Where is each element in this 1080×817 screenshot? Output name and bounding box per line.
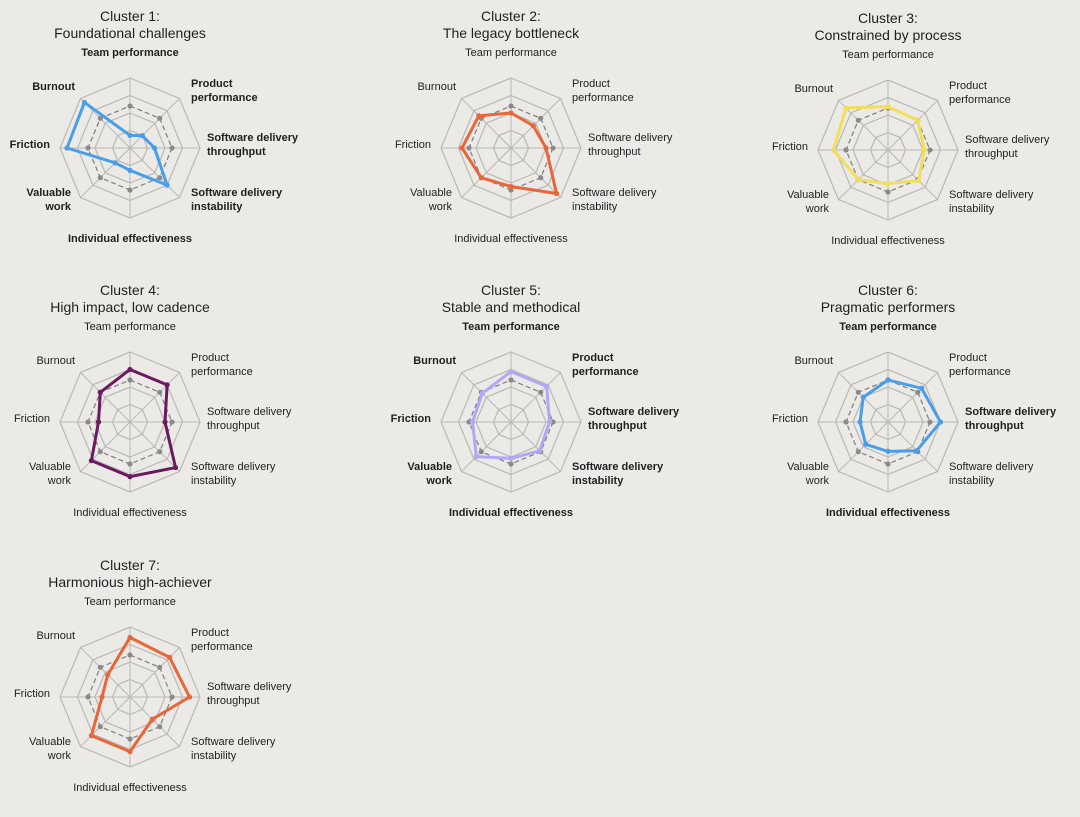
axis-label-friction: [772, 413, 808, 425]
chart-title-line-2: Stable and methodical: [441, 299, 581, 315]
cluster-point-friction: [99, 694, 104, 699]
reference-point-individual-effectiveness: [885, 189, 890, 194]
reference-point-burnout: [856, 118, 861, 123]
axis-label-line: Product: [191, 352, 229, 364]
axis-label-team-performance: [84, 596, 176, 608]
reference-point-software-delivery-throughput: [169, 145, 174, 150]
chart-title-line-2: Pragmatic performers: [820, 299, 956, 315]
axis-label-team-performance: [84, 321, 176, 333]
cluster-point-product-performance: [165, 382, 170, 387]
axis-label-line: Software delivery: [191, 736, 276, 748]
axis-label-line: Software delivery: [572, 461, 664, 473]
axis-label-individual-effectiveness: [73, 782, 187, 794]
axis-label-team-performance: [81, 47, 179, 59]
axis-label-product-performance: [572, 352, 639, 378]
axis-label-burnout: [36, 630, 75, 642]
radar-svg: [758, 282, 1058, 542]
axis-label-line: Software delivery: [588, 132, 673, 144]
axis-label-line: Friction: [771, 141, 808, 153]
axis-label-product-performance: [949, 80, 1011, 106]
axis-label-line: Product: [949, 352, 987, 364]
reference-point-valuable-work: [98, 449, 103, 454]
axis-label-line: Software delivery: [191, 461, 276, 473]
axis-label-product-performance: [191, 627, 253, 653]
cluster-point-individual-effectiveness: [508, 456, 513, 461]
cluster-point-individual-effectiveness: [885, 449, 890, 454]
cluster-point-software-delivery-throughput: [543, 145, 548, 150]
reference-point-product-performance: [538, 390, 543, 395]
axis-label-line: throughput: [588, 420, 647, 432]
cluster-point-individual-effectiveness: [127, 474, 132, 479]
radar-svg: [381, 282, 681, 542]
axis-label-line: performance: [191, 641, 253, 653]
axis-label-line: Valuable: [787, 189, 829, 201]
reference-point-product-performance: [915, 390, 920, 395]
axis-label-line: Individual effectiveness: [448, 507, 574, 519]
radar-chart-cluster-1: [0, 8, 300, 268]
cluster-point-friction: [470, 419, 475, 424]
chart-title-line-1: Cluster 3:: [858, 10, 918, 26]
axis-label-software-delivery-throughput: [207, 132, 299, 158]
axis-label-line: Individual effectiveness: [825, 507, 951, 519]
cluster-series-line: [860, 380, 941, 451]
axis-label-line: Individual effectiveness: [73, 507, 187, 519]
axis-label-friction: [10, 139, 51, 151]
reference-point-product-performance: [538, 116, 543, 121]
cluster-point-software-delivery-throughput: [922, 147, 927, 152]
axis-label-line: instability: [949, 203, 995, 215]
cluster-point-software-delivery-instability: [150, 717, 155, 722]
reference-point-product-performance: [157, 665, 162, 670]
axis-label-line: Team performance: [462, 321, 560, 333]
axis-label-line: Software delivery: [191, 187, 283, 199]
axis-label-line: Software delivery: [207, 681, 292, 693]
cluster-point-burnout: [105, 672, 110, 677]
axis-label-line: Burnout: [794, 355, 833, 367]
radar-svg: [0, 557, 300, 817]
axis-label-line: Burnout: [413, 355, 456, 367]
cluster-point-burnout: [843, 105, 848, 110]
axis-label-line: instability: [191, 201, 243, 213]
reference-point-friction: [85, 145, 90, 150]
axis-label-software-delivery-throughput: [207, 681, 292, 707]
axis-label-line: Software delivery: [207, 132, 299, 144]
reference-point-team-performance: [127, 652, 132, 657]
radar-svg: [381, 8, 681, 268]
cluster-point-team-performance: [127, 635, 132, 640]
axis-label-software-delivery-throughput: [965, 134, 1050, 160]
axis-label-line: instability: [191, 475, 237, 487]
axis-label-individual-effectiveness: [68, 233, 192, 245]
cluster-point-friction: [459, 145, 464, 150]
axis-label-line: throughput: [965, 420, 1024, 432]
chart-title-line-1: Cluster 4:: [100, 282, 160, 298]
axis-label-software-delivery-instability: [191, 736, 276, 762]
cluster-point-burnout: [82, 100, 87, 105]
axis-label-valuable-work: [29, 736, 71, 762]
axis-label-line: Software delivery: [965, 134, 1050, 146]
axis-label-line: instability: [572, 475, 624, 487]
axis-label-line: Product: [949, 80, 987, 92]
axis-label-software-delivery-instability: [572, 187, 657, 213]
axis-label-valuable-work: [407, 461, 453, 487]
axis-label-line: Friction: [13, 688, 50, 700]
cluster-point-individual-effectiveness: [508, 184, 513, 189]
cluster-point-product-performance: [140, 133, 145, 138]
cluster-point-product-performance: [919, 386, 924, 391]
cluster-point-software-delivery-throughput: [547, 419, 552, 424]
reference-point-team-performance: [508, 377, 513, 382]
axis-label-line: performance: [949, 366, 1011, 378]
axis-label-line: Friction: [394, 139, 431, 151]
axis-label-product-performance: [949, 352, 1011, 378]
reference-point-valuable-work: [479, 449, 484, 454]
axis-label-valuable-work: [787, 461, 829, 487]
chart-title-line-2: High impact, low cadence: [50, 299, 210, 315]
reference-point-software-delivery-throughput: [550, 145, 555, 150]
axis-label-software-delivery-instability: [572, 461, 664, 487]
axis-label-line: throughput: [207, 420, 260, 432]
axis-label-team-performance: [839, 321, 937, 333]
axis-label-line: Individual effectiveness: [831, 235, 945, 247]
radar-chart-cluster-3: [758, 10, 1058, 270]
cluster-point-valuable-work: [89, 458, 94, 463]
axis-label-burnout: [32, 81, 75, 93]
axis-label-line: Individual effectiveness: [454, 233, 568, 245]
axis-label-line: performance: [572, 366, 639, 378]
cluster-point-software-delivery-instability: [173, 465, 178, 470]
axis-label-line: Product: [572, 78, 610, 90]
axis-label-line: Valuable: [787, 461, 829, 473]
axis-label-line: Burnout: [32, 81, 75, 93]
axis-label-valuable-work: [787, 189, 829, 215]
reference-point-software-delivery-throughput: [927, 419, 932, 424]
axis-label-team-performance: [842, 49, 934, 61]
reference-point-valuable-work: [98, 175, 103, 180]
reference-point-product-performance: [157, 116, 162, 121]
cluster-point-valuable-work: [863, 442, 868, 447]
axis-label-line: Burnout: [417, 81, 456, 93]
axis-label-software-delivery-instability: [191, 461, 276, 487]
reference-point-individual-effectiveness: [885, 461, 890, 466]
reference-point-burnout: [856, 390, 861, 395]
axis-label-line: work: [805, 203, 829, 215]
chart-title-line-1: Cluster 5:: [481, 282, 541, 298]
chart-title-line-1: Cluster 2:: [481, 8, 541, 24]
cluster-point-software-delivery-instability: [537, 448, 542, 453]
axis-label-line: Friction: [771, 413, 808, 425]
cluster-point-individual-effectiveness: [127, 168, 132, 173]
axis-label-line: instability: [949, 475, 995, 487]
chart-title-line-1: Cluster 7:: [100, 557, 160, 573]
reference-point-software-delivery-throughput: [169, 694, 174, 699]
axis-label-line: throughput: [588, 146, 641, 158]
radar-svg: [0, 8, 300, 268]
axis-label-line: Valuable: [407, 461, 452, 473]
axis-label-individual-effectiveness: [831, 235, 945, 247]
cluster-point-individual-effectiveness: [127, 749, 132, 754]
axis-label-line: Valuable: [29, 736, 71, 748]
reference-point-individual-effectiveness: [127, 461, 132, 466]
axis-label-line: performance: [191, 366, 253, 378]
axis-label-team-performance: [465, 47, 557, 59]
axis-label-line: instability: [572, 201, 618, 213]
axis-label-line: work: [45, 201, 71, 213]
axis-label-product-performance: [191, 78, 258, 104]
axis-label-line: Team performance: [842, 49, 934, 61]
axis-label-product-performance: [572, 78, 634, 104]
axis-label-line: Individual effectiveness: [67, 233, 193, 245]
axis-label-line: Software delivery: [588, 406, 680, 418]
axis-label-product-performance: [191, 352, 253, 378]
radar-chart-cluster-5: [381, 282, 681, 542]
axis-label-line: throughput: [207, 695, 260, 707]
axis-label-line: Software delivery: [949, 189, 1034, 201]
reference-point-individual-effectiveness: [127, 187, 132, 192]
axis-label-line: Software delivery: [207, 406, 292, 418]
axis-label-software-delivery-throughput: [588, 132, 673, 158]
chart-title-line-2: Constrained by process: [814, 27, 962, 43]
cluster-point-software-delivery-throughput: [152, 145, 157, 150]
cluster-point-product-performance: [167, 655, 172, 660]
radar-chart-cluster-6: [758, 282, 1058, 542]
radar-svg: [758, 10, 1058, 270]
axis-label-software-delivery-throughput: [207, 406, 292, 432]
axis-label-line: Burnout: [36, 630, 75, 642]
cluster-point-burnout: [480, 391, 485, 396]
reference-point-individual-effectiveness: [508, 461, 513, 466]
axis-label-burnout: [794, 355, 833, 367]
cluster-point-software-delivery-instability: [916, 178, 921, 183]
axis-label-line: Burnout: [36, 355, 75, 367]
reference-point-friction: [85, 419, 90, 424]
axis-label-line: throughput: [965, 148, 1018, 160]
cluster-point-valuable-work: [89, 733, 94, 738]
axis-label-line: Product: [191, 78, 233, 90]
cluster-point-friction: [831, 147, 836, 152]
cluster-point-software-delivery-instability: [914, 448, 919, 453]
axis-label-line: work: [426, 475, 452, 487]
axis-label-line: Product: [572, 352, 614, 364]
cluster-point-team-performance: [885, 104, 890, 109]
cluster-point-software-delivery-throughput: [187, 694, 192, 699]
axis-label-team-performance: [462, 321, 560, 333]
axis-label-friction: [395, 139, 431, 151]
reference-point-software-delivery-instability: [157, 724, 162, 729]
axis-label-line: Valuable: [29, 461, 71, 473]
reference-point-software-delivery-throughput: [927, 147, 932, 152]
reference-point-valuable-work: [856, 449, 861, 454]
chart-title-line-2: Harmonious high-achiever: [48, 574, 212, 590]
reference-point-software-delivery-instability: [538, 175, 543, 180]
radar-chart-cluster-7: [0, 557, 300, 817]
cluster-point-team-performance: [508, 110, 513, 115]
cluster-series-line: [462, 113, 557, 194]
axis-label-line: Burnout: [794, 83, 833, 95]
axis-label-line: Team performance: [84, 596, 176, 608]
reference-point-individual-effectiveness: [127, 736, 132, 741]
cluster-series-line: [67, 102, 167, 185]
axis-label-line: Valuable: [26, 187, 71, 199]
axis-label-line: Team performance: [839, 321, 937, 333]
cluster-point-burnout: [98, 390, 103, 395]
axis-label-line: performance: [572, 92, 634, 104]
axis-label-line: performance: [949, 94, 1011, 106]
reference-point-burnout: [98, 665, 103, 670]
chart-title-line-1: Cluster 1:: [100, 8, 160, 24]
axis-label-individual-effectiveness: [454, 233, 568, 245]
radar-chart-cluster-2: [381, 8, 681, 268]
cluster-point-product-performance: [531, 123, 536, 128]
reference-point-friction: [466, 145, 471, 150]
axis-label-line: performance: [191, 92, 258, 104]
axis-label-line: Team performance: [465, 47, 557, 59]
reference-point-team-performance: [127, 103, 132, 108]
axis-label-line: Software delivery: [572, 187, 657, 199]
chart-title-line-2: Foundational challenges: [54, 25, 206, 41]
axis-label-line: Team performance: [81, 47, 179, 59]
axis-label-software-delivery-throughput: [588, 406, 680, 432]
cluster-point-friction: [64, 145, 69, 150]
cluster-point-team-performance: [127, 367, 132, 372]
axis-label-line: work: [47, 750, 71, 762]
cluster-point-team-performance: [885, 377, 890, 382]
axis-label-line: instability: [191, 750, 237, 762]
axis-label-line: work: [47, 475, 71, 487]
axis-label-friction: [14, 413, 50, 425]
reference-point-software-delivery-instability: [157, 175, 162, 180]
axis-label-line: throughput: [207, 146, 266, 158]
axis-label-software-delivery-instability: [949, 461, 1034, 487]
axis-label-line: Team performance: [84, 321, 176, 333]
axis-label-burnout: [417, 81, 456, 93]
cluster-point-valuable-work: [113, 160, 118, 165]
axis-label-software-delivery-throughput: [965, 406, 1057, 432]
axis-label-line: Software delivery: [949, 461, 1034, 473]
cluster-point-team-performance: [127, 133, 132, 138]
cluster-point-valuable-work: [474, 454, 479, 459]
axis-label-individual-effectiveness: [826, 507, 950, 519]
axis-label-line: Software delivery: [965, 406, 1057, 418]
reference-point-product-performance: [157, 390, 162, 395]
cluster-point-valuable-work: [856, 177, 861, 182]
cluster-point-valuable-work: [479, 175, 484, 180]
axis-label-line: work: [805, 475, 829, 487]
cluster-point-friction: [857, 419, 862, 424]
cluster-point-team-performance: [508, 369, 513, 374]
cluster-point-individual-effectiveness: [885, 181, 890, 186]
axis-label-line: Friction: [390, 413, 431, 425]
axis-label-line: Individual effectiveness: [73, 782, 187, 794]
cluster-point-burnout: [861, 395, 866, 400]
cluster-point-software-delivery-instability: [165, 183, 170, 188]
axis-label-line: Product: [191, 627, 229, 639]
axis-label-burnout: [794, 83, 833, 95]
axis-label-line: Friction: [9, 139, 50, 151]
axis-label-valuable-work: [410, 187, 452, 213]
axis-label-friction: [391, 413, 432, 425]
cluster-point-software-delivery-instability: [554, 191, 559, 196]
reference-point-friction: [85, 694, 90, 699]
axis-label-individual-effectiveness: [449, 507, 573, 519]
reference-point-valuable-work: [98, 724, 103, 729]
cluster-point-software-delivery-throughput: [938, 419, 943, 424]
reference-point-team-performance: [508, 103, 513, 108]
axis-label-line: Friction: [13, 413, 50, 425]
reference-point-team-performance: [127, 377, 132, 382]
cluster-point-burnout: [476, 113, 481, 118]
reference-point-friction: [843, 419, 848, 424]
radar-chart-cluster-4: [0, 282, 300, 542]
axis-label-software-delivery-instability: [949, 189, 1034, 215]
reference-point-software-delivery-throughput: [169, 419, 174, 424]
axis-label-line: Valuable: [410, 187, 452, 199]
axis-label-friction: [14, 688, 50, 700]
reference-point-software-delivery-instability: [157, 449, 162, 454]
radar-svg: [0, 282, 300, 542]
cluster-point-product-performance: [544, 384, 549, 389]
reference-point-friction: [843, 147, 848, 152]
axis-label-burnout: [36, 355, 75, 367]
axis-label-individual-effectiveness: [73, 507, 187, 519]
cluster-point-software-delivery-throughput: [162, 419, 167, 424]
axis-label-line: work: [428, 201, 452, 213]
axis-label-friction: [772, 141, 808, 153]
chart-title-line-1: Cluster 6:: [858, 282, 918, 298]
axis-label-valuable-work: [26, 187, 72, 213]
axis-label-software-delivery-instability: [191, 187, 283, 213]
cluster-point-friction: [96, 419, 101, 424]
axis-label-burnout: [413, 355, 456, 367]
chart-title-line-2: The legacy bottleneck: [442, 25, 580, 41]
axis-label-valuable-work: [29, 461, 71, 487]
cluster-point-product-performance: [915, 118, 920, 123]
